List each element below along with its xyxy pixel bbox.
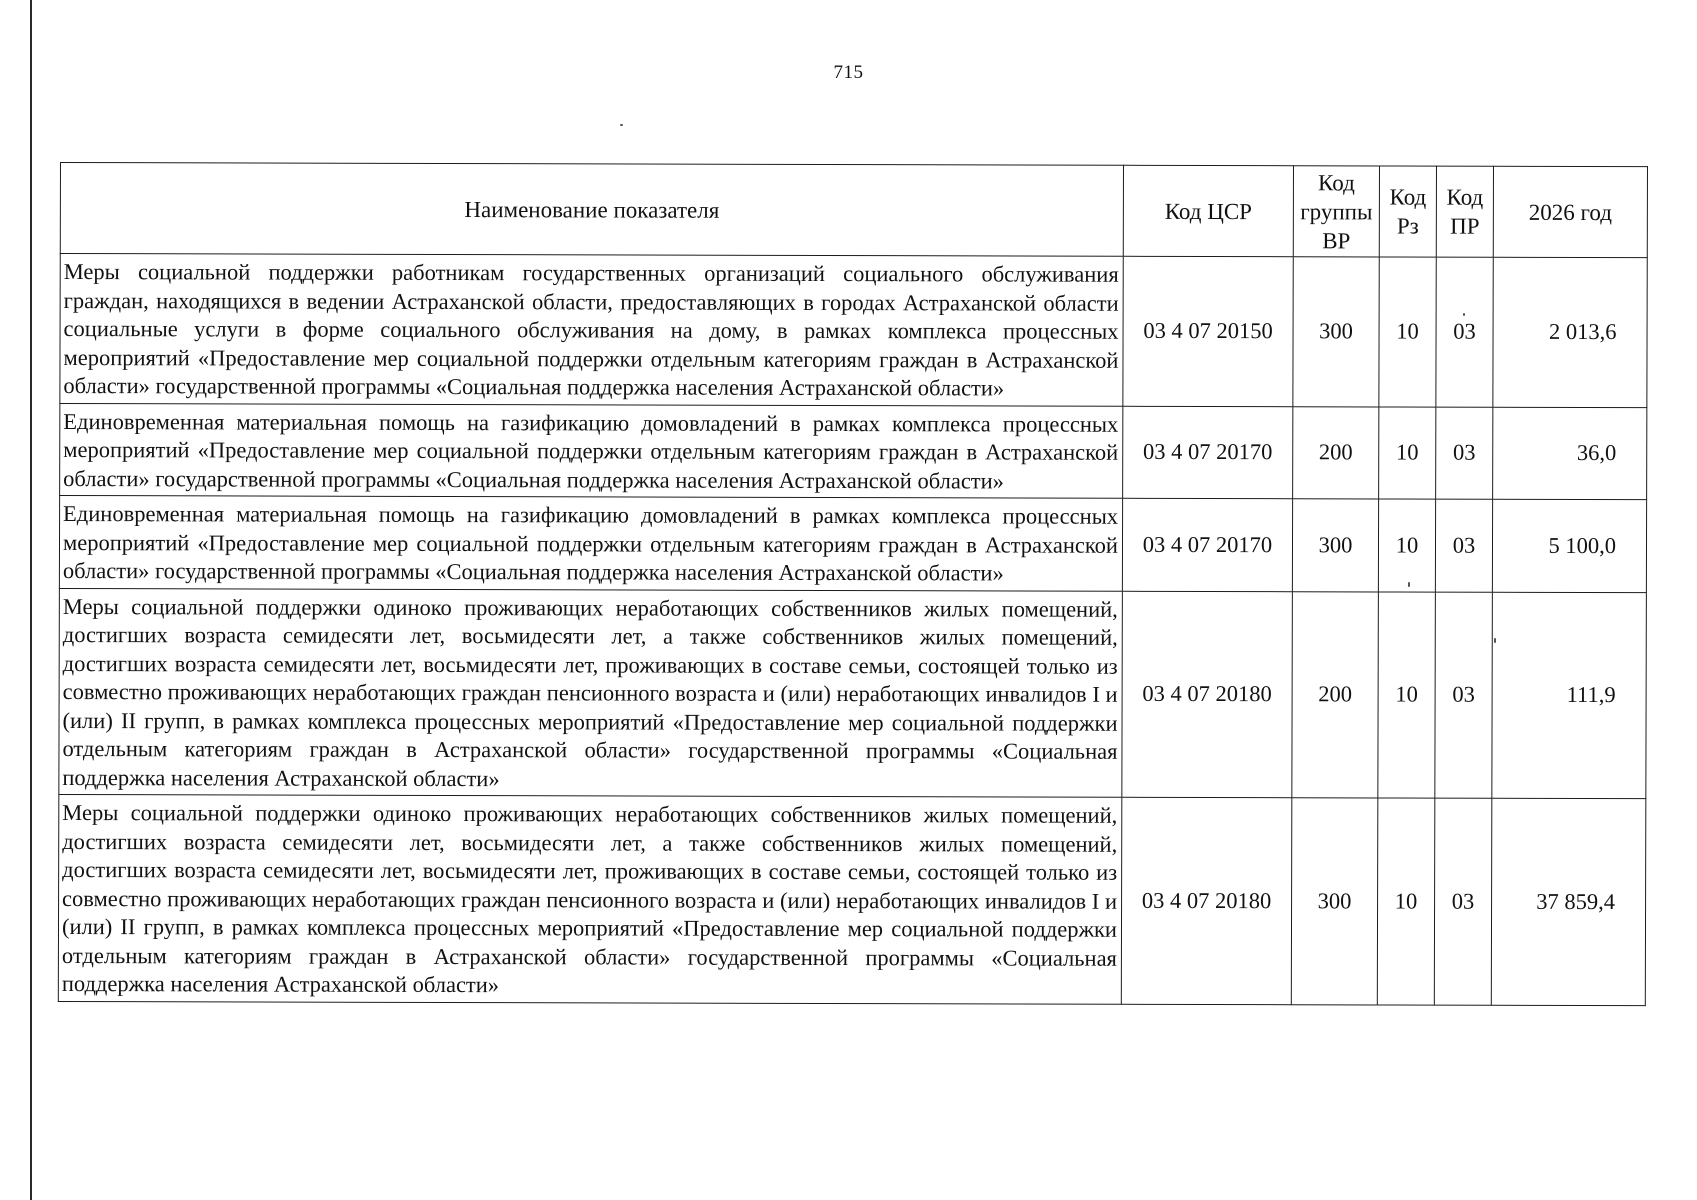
row-rz: 10 xyxy=(1377,798,1435,1005)
header-rz-line1: Код xyxy=(1389,184,1427,210)
row-csr: 03 4 07 20180 xyxy=(1122,591,1293,798)
row-pr: 03 xyxy=(1436,407,1493,500)
row-name: Меры социальной поддержки работникам государственных организаций социального обслуживания граждан, находящихся в ведении Астраханской области, предоставляющих в городах Астраханской области социальные услуги в форме социального обслуживания на дому, в рамках комплекса процессных мероприятий «Предоставление мер социальной поддержки отдельным категориям граждан в Астраханской области» государственной программы «Социальная поддержка населения Астраханской области» xyxy=(60,254,1123,406)
scan-speck xyxy=(620,124,623,126)
header-pr-line2: ПР xyxy=(1450,213,1480,239)
row-name: Меры социальной поддержки одиноко проживающих неработающих собственников жилых помещений, достигших возраста семидесяти лет, восьмидесяти лет, а также собственников жилых помещений, достигших возраста семидесяти лет, восьмидесяти лет, проживающих в составе семьи, состоящей только из совместно проживающих неработающих граждан пенсионного возраста и (или) неработающих инвалидов I и (или) II групп, в рамках комплекса процессных мероприятий «Предоставление мер социальной поддержки отдельным категориям граждан в Астраханской области» государственной программы «Социальная поддержка населения Астраханской области» xyxy=(58,794,1122,1003)
table-row xyxy=(59,588,1647,799)
table-header-row xyxy=(60,163,1647,258)
header-rz-line2: Рз xyxy=(1396,213,1419,239)
row-vr: 300 xyxy=(1292,499,1378,592)
row-pr: 03 xyxy=(1436,257,1493,407)
table-row xyxy=(58,794,1646,1005)
row-vr: 200 xyxy=(1293,406,1379,499)
row-rz: 10 xyxy=(1378,499,1435,592)
row-amount: 2 013,6 xyxy=(1493,257,1647,407)
header-pr xyxy=(1436,166,1493,257)
row-pr: 03 xyxy=(1434,798,1492,1005)
table-row xyxy=(59,496,1646,593)
header-vr xyxy=(1293,166,1379,257)
row-name: Единовременная материальная помощь на газификацию домовладений в рамках комплекса процессных мероприятий «Предоставление мер социальной поддержки отдельным категориям граждан в Астраханской области» государственной программы «Социальная поддержка населения Астраханской области» xyxy=(60,403,1123,498)
header-vr-line3: ВР xyxy=(1322,227,1351,253)
row-amount: 5 100,0 xyxy=(1492,499,1646,592)
header-vr-line1: Код xyxy=(1318,169,1355,195)
row-amount: 37 859,4 xyxy=(1491,798,1646,1005)
row-amount: 111,9 xyxy=(1492,592,1647,799)
table-row xyxy=(60,254,1647,408)
row-name: Меры социальной поддержки одиноко проживающих неработающих собственников жилых помещений, достигших возраста семидесяти лет, восьмидесяти лет, а также собственников жилых помещений, достигших возраста семидесяти лет, восьмидесяти лет, проживающих в составе семьи, состоящей только из совместно проживающих неработающих граждан пенсионного возраста и (или) неработающих инвалидов I и (или) II групп, в рамках комплекса процессных мероприятий «Предоставление мер социальной поддержки отдельным категориям граждан в Астраханской области» государственной программы «Социальная поддержка населения Астраханской области» xyxy=(59,588,1123,797)
row-rz: 10 xyxy=(1378,591,1436,798)
row-amount: 36,0 xyxy=(1493,407,1647,500)
row-vr: 200 xyxy=(1292,591,1379,798)
header-pr-line1: Код xyxy=(1446,184,1484,210)
row-name: Единовременная материальная помощь на газификацию домовладений в рамках комплекса процессных мероприятий «Предоставление мер социальной поддержки отдельным категориям граждан в Астраханской области» государственной программы «Социальная поддержка населения Астраханской области» xyxy=(59,496,1122,591)
header-name: Наименование показателя xyxy=(60,163,1123,257)
scan-margin-rule xyxy=(30,0,32,1200)
header-vr-line2: группы xyxy=(1300,198,1373,224)
row-pr: 03 xyxy=(1435,499,1492,592)
budget-table xyxy=(58,162,1648,1006)
header-csr: Код ЦСР xyxy=(1123,165,1293,256)
row-csr: 03 4 07 20180 xyxy=(1121,797,1292,1004)
row-csr: 03 4 07 20170 xyxy=(1123,406,1293,499)
row-vr: 300 xyxy=(1291,798,1378,1005)
row-rz: 10 xyxy=(1379,406,1436,499)
row-csr: 03 4 07 20170 xyxy=(1122,498,1292,591)
row-pr: 03 xyxy=(1435,592,1493,799)
row-csr: 03 4 07 20150 xyxy=(1123,256,1293,406)
page-number: 715 xyxy=(833,62,864,83)
header-rz xyxy=(1379,166,1436,257)
row-rz: 10 xyxy=(1379,257,1436,407)
table-row xyxy=(60,403,1647,500)
row-vr: 300 xyxy=(1293,257,1379,407)
header-year: 2026 год xyxy=(1493,166,1647,257)
